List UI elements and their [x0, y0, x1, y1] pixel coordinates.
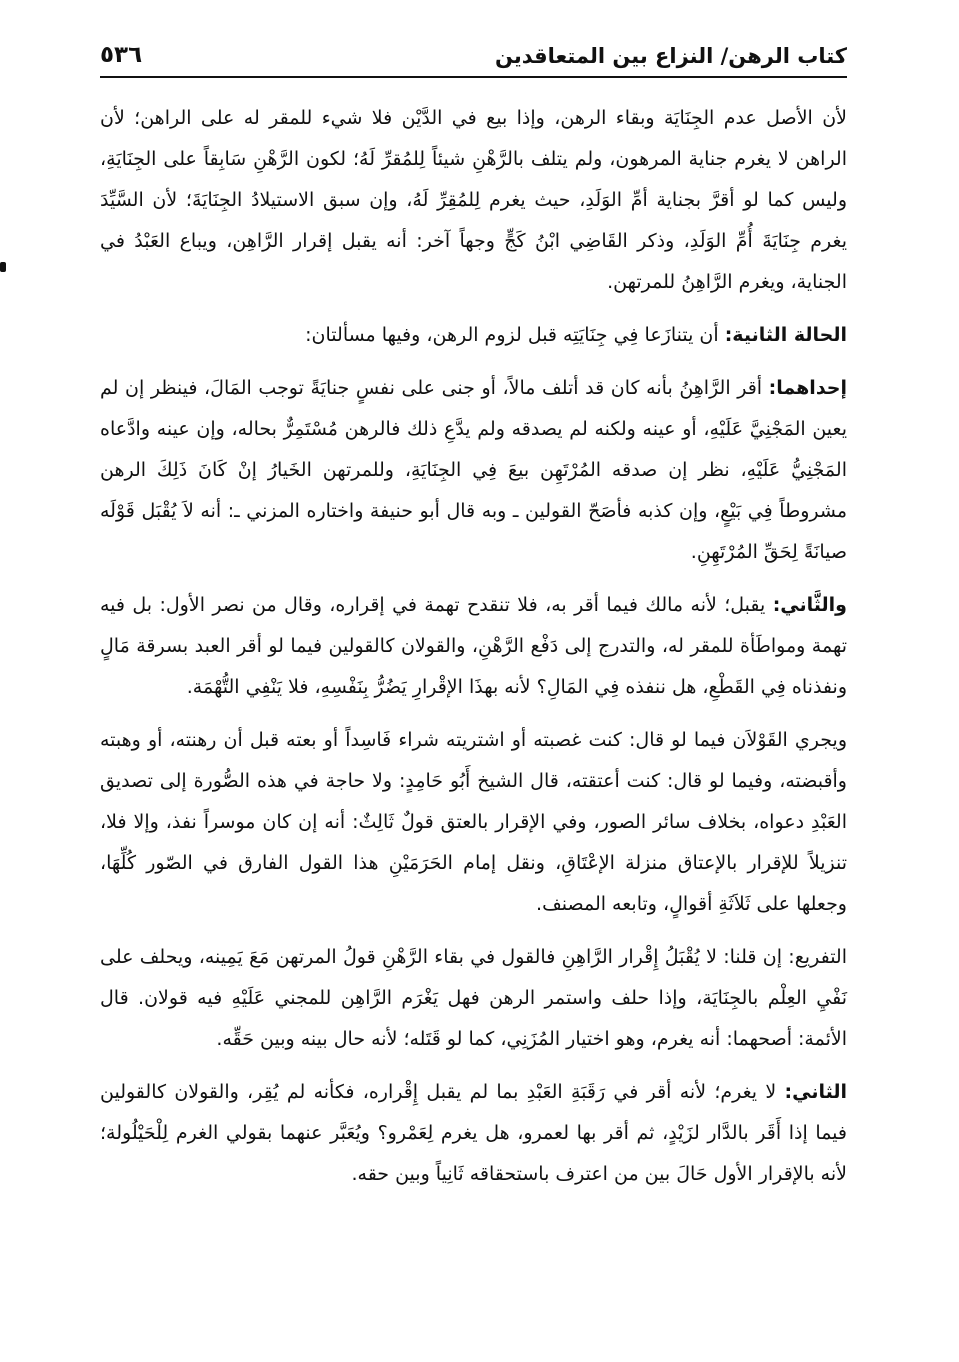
paragraph-7 [100, 1072, 847, 1195]
paragraph-1 [100, 98, 847, 303]
paragraph-lead: والثَّاني: [772, 594, 847, 616]
paragraph-lead: الثاني: [784, 1081, 847, 1103]
paragraph-text: ويجري القَوْلاَن فيما لو قال: كنت غصبته أو اشتريته شراء فَاسِداً أو بعته قبل أن رهنته، أو وهبته وأقبضته، وفيما لو قال: كنت أعتقته، قال الشيخ أَبُو حَامِدٍ: ولا حاجة في هذه الصُّورة إلى تصديق العَبْدِ دعواه، بخلاف سائر الصور، وفي الإقرار بالعتق قولٌ ثَالِثٌ: أنه إن كان موسراً نفذ، وإلا فلا، تنزيلاً للإقرار بالإعتاق منزلة الإعْتَاقِ، ونقل إمام الحَرَمَيْنِ هذا القول الفارق في الصّور كُلِّهَا، وجعلها على ثَلاَثَةِ أقوالٍ، وتابعه المصنف. [100, 729, 847, 915]
paragraph-text: لأن الأصل عدم الجِنَايَة وبقاء الرهن، وإذا بيع في الدَّيْن فلا شيء للمقر له على الراهن؛ لأن الراهن لا يغرم جناية المرهون، ولم يتلف بالرَّهْنِ شيئاً لِلمُقرِّ لَهُ؛ لكون الرَّهْنِ سَابِقاً على الجِنَايَةِ، وليس كما لو أقرَّ بجناية أمِّ الوَلَدِ، حيث يغرم لِلمُقِرِّ لَهُ، وإن سبق الاستيلادُ الجِنَايَةَ؛ لأن السَّيِّدَ يغرم جِنَايَةَ أُمِّ الوَلَدِ، وذكر القَاضِي ابْنُ كَجٍّ وجهاً آخر: أنه يقبل إقرار الرَّاهِن، ويباع العَبْدُ في الجناية، ويغرم الرَّاهِنُ للمرتهن. [100, 107, 847, 293]
paragraph-6 [100, 937, 847, 1060]
paragraph-text: يقبل؛ لأنه مالك فيما أقر به، فلا تنقدح تهمة في إقراره، وقال من نصر الأول: بل فيه تهمة ومواطَأة للمقر له، والتدرج إلى دَفْع الرَّهْنِ، والقولان كالقولين فيما لو أقر العبد بسرقة مَالٍ ونفذناه فِي القَطْعِ، هل ننفذه فِي المَالِ؟ لأنه بهذَا الإقْرارِ يَضُرُّ بِنَفْسِهِ، فلا يَنْفِي التُّهْمَة. [100, 594, 847, 698]
page-body [100, 98, 847, 1207]
paragraph-text: أن يتنازَعا فِي جِنَايَتِه قبل لزوم الرهن، وفيها مسألتان: [305, 324, 719, 346]
page-edge-mark [0, 262, 6, 272]
paragraph-text: لا يغرم؛ لأنه أقر في رَقَبَةِ العَبْدِ بما لم يقبل إِقْراره، فكأنه لم يُقِر، والقولان كالقولين فيما إذا أَقَر بالدَّار لزَيْدٍ، ثم أقر بها لعمرو، هل يغرم لِعَمْرو؟ ويُعَبَّر عنهما بقولي الغرم لِلْحَيْلُولة؛ لأنه بالإقرار الأول حَالَ بين من اعترف باستحقاقه ثَانِياً وبين حقه. [100, 1081, 847, 1185]
paragraph-3 [100, 368, 847, 573]
paragraph-lead: إحداهما: [768, 377, 847, 399]
paragraph-lead: الحالة الثانية: [724, 324, 847, 346]
paragraph-5 [100, 720, 847, 925]
running-title: كتاب الرهن/ النزاع بين المتعاقدين [494, 44, 847, 68]
paragraph-text: أقر الرَّاهِنُ بأنه كان قد أتلف مالاً، أو جنى على نفسٍ جنايَةً توجب المَالَ، فينظر إن لم يعين المَجْنِيَّ عَلَيْهِ، أو عينه ولكنه لم يصدقه ولم يدَّعِ ذلك فالرهن مُسْتَمِرٌّ بحاله، وإن عينه وادَّعاه المَجْنِيُّ عَلَيْهِ، نظر إن صدقه المُرْتَهِن بيعَ فِي الجِنَايَةِ، وللمرتهن الخَيارُ إنْ كَانَ ذَلِكَ الرهن مشروطاً فِي بَيْعٍ، وإن كذبه فأصَحّ القولين ـ وبه قال أبو حنيفة واختاره المزني ـ: أنه لاَ يُقْبَل قَوْلَه صيانَةً لِحَقِّ المُرْتَهِنِ. [100, 377, 847, 563]
page-number: ٥٣٦ [100, 42, 143, 68]
paragraph-4 [100, 585, 847, 708]
paragraph-2 [100, 315, 847, 356]
paragraph-text: التفريع: إن قلنا: لا يُقْبَلُ إِقْرار الرَّاهِنِ فالقول في بقاء الرَّهْنِ قولُ المرتهن مَعَ يَمِينه، ويحلف على نَفْيِ العِلْم بالجِنَايَة، وإذا حلف واستمر الرهن فهل يَغْرَم الرَّاهِن للمجني عَلَيْهِ فيه قولان. قال الأئمة: أصحهما: أنه يغرم، وهو اختيار المُزَنِي، كما لو قَتَله؛ لأنه حال بينه وبين حَقِّه. [100, 946, 847, 1050]
page-header [100, 34, 847, 78]
